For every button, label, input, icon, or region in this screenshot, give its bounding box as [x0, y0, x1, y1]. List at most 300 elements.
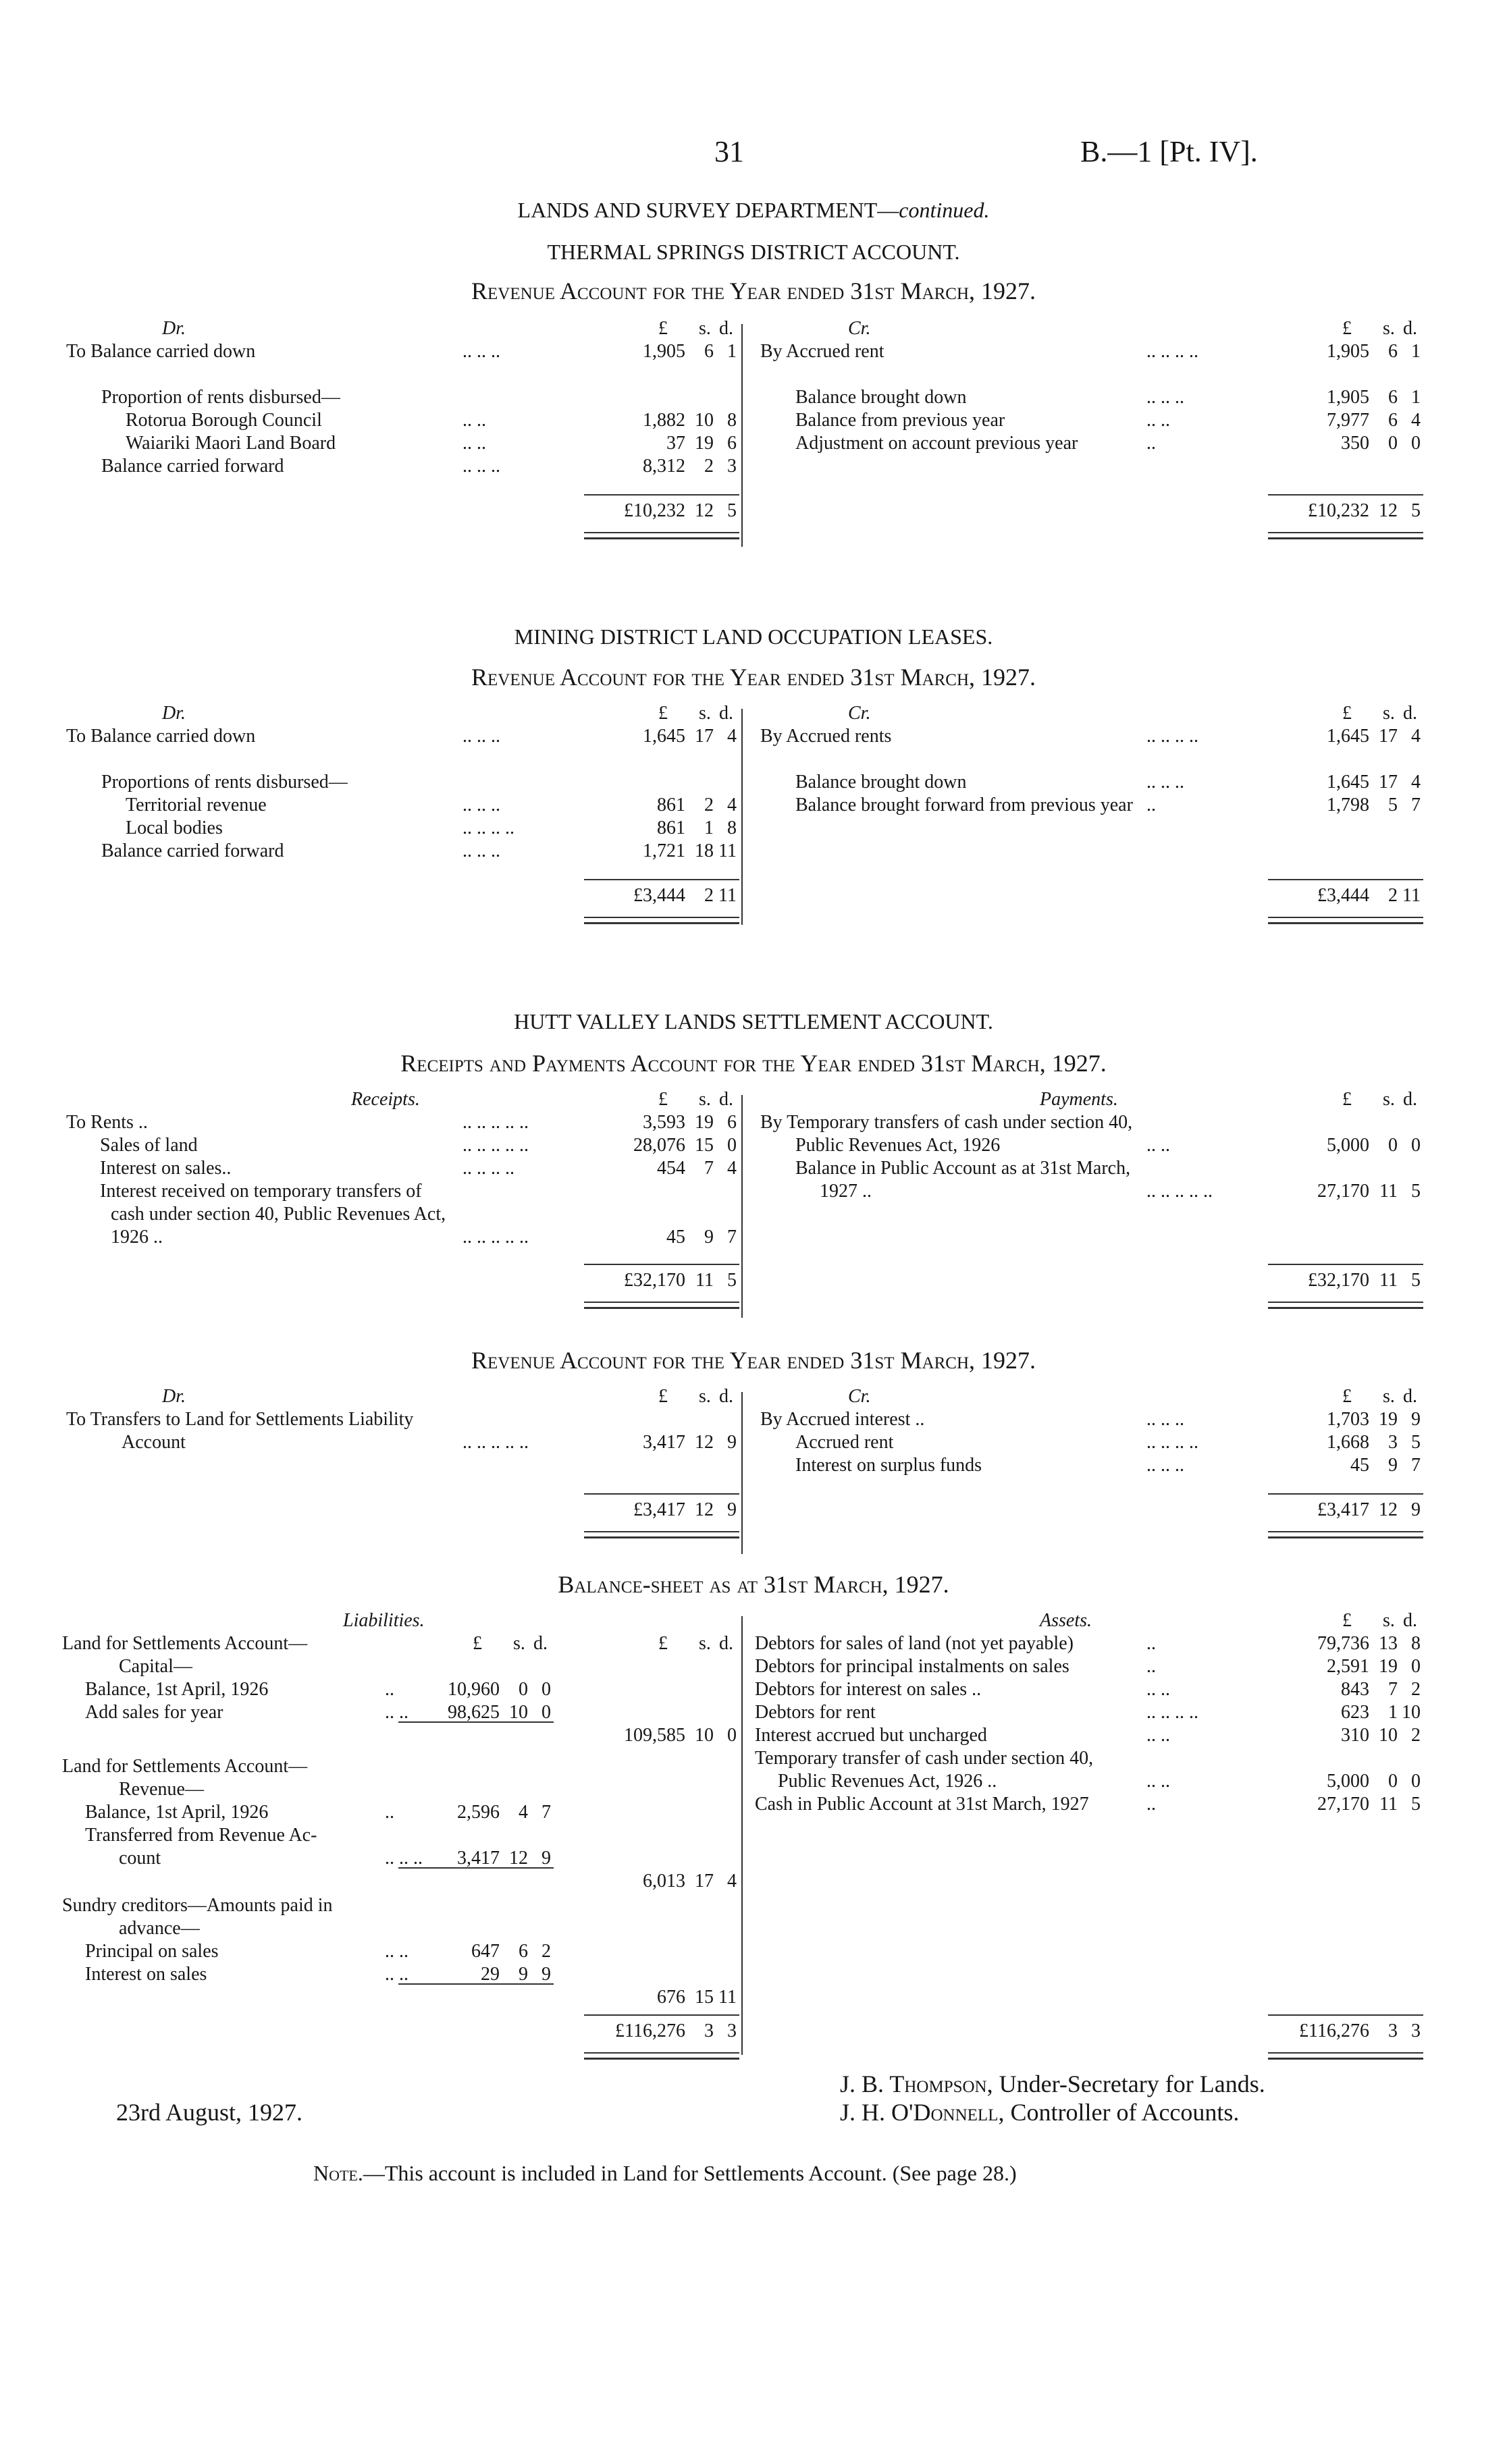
pence: 6 [727, 1112, 737, 1133]
shillings: 19 [1379, 1656, 1398, 1677]
ledger-row [760, 340, 1435, 363]
ledger-row [66, 817, 741, 840]
pence-header: d. [719, 318, 733, 339]
row-leader: .. .. .. .. [462, 1158, 514, 1179]
pounds-header: £ [1342, 1610, 1352, 1631]
row-leader: .. .. .. .. .. [1146, 1181, 1213, 1202]
row-leader: .. .. .. .. [462, 818, 514, 838]
department-continued: continued. [899, 198, 990, 222]
left-total-rule [584, 2014, 739, 2016]
shillings-header: s. [1383, 318, 1395, 339]
pounds-header: £ [658, 318, 668, 339]
pence: 1 [1411, 341, 1421, 362]
row-label: Public Revenues Act, 1926 [795, 1135, 1001, 1156]
pence-header: d. [1403, 1386, 1417, 1407]
subtotal-rule [398, 1983, 554, 1985]
ledger-row [577, 500, 1252, 523]
ledger-row [760, 432, 1435, 455]
ledger-row [577, 1269, 1252, 1292]
hutt-title: HUTT VALLEY LANDS SETTLEMENT ACCOUNT. [514, 1009, 993, 1034]
shillings-header: s. [699, 1386, 711, 1407]
row-label: By Accrued rents [760, 726, 892, 747]
row-leader: .. .. .. [462, 726, 500, 747]
pounds: 1,882 [643, 410, 685, 431]
ledger-row [66, 1111, 741, 1134]
shillings: 9 [1388, 1455, 1398, 1476]
pence: 2 [1411, 1725, 1421, 1746]
ledger-row [66, 840, 741, 863]
shillings-header: s. [699, 318, 711, 339]
right-total-double-rule [1268, 2052, 1423, 2060]
row-label: To Balance carried down [66, 341, 256, 362]
row-leader: .. .. [385, 1941, 408, 1962]
outer-shillings: 10 [695, 1725, 714, 1746]
inner-pence: 9 [541, 1964, 551, 1985]
ledger-row [66, 386, 741, 409]
pounds: 5,000 [1327, 1135, 1369, 1156]
row-label: Accrued rent [795, 1432, 894, 1453]
pounds-header: £ [1342, 1386, 1352, 1407]
row-leader: .. .. [1146, 1679, 1170, 1700]
subtotal-rule [398, 1721, 554, 1723]
left-column-heading: Dr. [162, 1386, 186, 1407]
pence: 2 [1411, 1679, 1421, 1700]
liability-row [62, 1940, 737, 1963]
ledger-row [760, 1134, 1435, 1157]
row-label: Public Revenues Act, 1926 .. [778, 1771, 997, 1792]
row-label: Territorial revenue [126, 795, 267, 815]
shillings: 10 [1379, 1725, 1398, 1746]
ledger-row [1261, 500, 1507, 523]
pounds-header: £ [1342, 1089, 1352, 1110]
pounds: 3,417 [643, 1432, 685, 1453]
column-divider [741, 1616, 743, 2055]
inner-pence: 9 [541, 1848, 551, 1869]
inner-shillings: 12 [509, 1848, 528, 1869]
row-leader: .. [1146, 433, 1156, 454]
pounds: 1,905 [1327, 341, 1369, 362]
inner-pounds: 98,625 [448, 1702, 500, 1723]
shillings: 7 [1388, 1679, 1398, 1700]
inner-shillings: 6 [519, 1941, 528, 1962]
liability-row [62, 1963, 737, 1986]
pounds: 7,977 [1327, 410, 1369, 431]
row-label: Balance, 1st April, 1926 [85, 1802, 269, 1823]
shillings: 0 [1388, 433, 1398, 454]
row-label: Balance from previous year [795, 410, 1005, 431]
outer-pence: 0 [727, 1725, 737, 1746]
right-total-double-rule [1268, 1531, 1423, 1538]
pence: 11 [1402, 885, 1421, 906]
pounds: 3,593 [643, 1112, 685, 1133]
inner-pence: 0 [541, 1702, 551, 1723]
row-label: Proportions of rents disbursed— [101, 772, 348, 793]
pence: 9 [1411, 1409, 1421, 1430]
shillings: 6 [1388, 410, 1398, 431]
department-heading [0, 197, 1507, 223]
liability-row [62, 1755, 737, 1778]
pence: 3 [727, 456, 737, 477]
pence: 8 [1411, 1633, 1421, 1654]
left-column-heading: Receipts. [351, 1089, 420, 1110]
pounds-header: £ [1342, 703, 1352, 724]
signatory-name: J. H. O'Donnell, [840, 2099, 1005, 2126]
row-label: Interest accrued but uncharged [755, 1725, 987, 1746]
pounds: £10,232 [1308, 500, 1369, 521]
ledger-row [66, 1203, 741, 1226]
pence: 1 [1411, 387, 1421, 408]
pence: 1 [727, 341, 737, 362]
inner-shillings: 10 [509, 1702, 528, 1723]
right-total-rule [1268, 2014, 1423, 2016]
row-label: Interest on sales.. [100, 1158, 232, 1179]
row-leader: .. .. [462, 410, 486, 431]
left-total-rule [584, 879, 739, 880]
pence-header: d. [719, 1089, 733, 1110]
shillings: 19 [1379, 1409, 1398, 1430]
ledger-row [66, 432, 741, 455]
balance-subtitle: Balance-sheet as at 31st March, 1927. [558, 1571, 949, 1598]
signatory-title: Under-Secretary for Lands. [993, 2070, 1265, 2097]
shillings-header: s. [513, 1633, 525, 1654]
pounds: 861 [657, 795, 685, 815]
pounds: 1,645 [1327, 772, 1369, 793]
ledger-row [66, 1157, 741, 1180]
row-leader: .. .. .. .. [1146, 1702, 1198, 1723]
pence: 7 [1411, 795, 1421, 815]
left-total-rule [584, 1264, 739, 1265]
row-label: Rotorua Borough Council [126, 410, 322, 431]
ledger-row [760, 1408, 1435, 1431]
ledger-row [755, 1701, 1430, 1724]
pence: 9 [1411, 1499, 1421, 1520]
shillings: 0 [1388, 1771, 1398, 1792]
pence: 5 [727, 500, 737, 521]
right-column-heading: Cr. [848, 1386, 871, 1407]
row-label: Principal on sales [85, 1941, 219, 1962]
pounds: £32,170 [624, 1270, 685, 1291]
row-label: Revenue— [119, 1779, 204, 1800]
row-label: Sales of land [100, 1135, 198, 1156]
ledger-row [66, 409, 741, 432]
row-leader: .. .. .. .. .. [462, 1112, 529, 1133]
pence: 5 [1411, 1794, 1421, 1815]
row-leader: .. .. .. .. [1146, 726, 1198, 747]
row-leader: .. [1146, 795, 1156, 815]
department-name: LANDS AND SURVEY DEPARTMENT— [517, 198, 899, 222]
shillings-header: s. [1383, 1386, 1395, 1407]
hutt-revenue-subtitle: Revenue Account for the Year ended 31st March, 1927. [471, 1347, 1036, 1374]
ledger-row [760, 386, 1435, 409]
thermal-title: THERMAL SPRINGS DISTRICT ACCOUNT. [547, 240, 960, 264]
ledger-row [760, 794, 1435, 817]
pence: 11 [718, 840, 737, 861]
shillings: 3 [1388, 1432, 1398, 1453]
shillings: 2 [704, 456, 714, 477]
pounds: 28,076 [633, 1135, 685, 1156]
ledger-row [1261, 884, 1507, 907]
liability-row [62, 1894, 737, 1917]
inner-pounds: 647 [471, 1941, 500, 1962]
shillings: 12 [695, 500, 714, 521]
note-label: Note. [313, 2161, 363, 2185]
pence: 5 [727, 1270, 737, 1291]
ledger-row [755, 1747, 1430, 1770]
ledger-row [755, 1724, 1430, 1747]
row-label: Balance brought forward from previous year [795, 795, 1133, 815]
shillings: 19 [695, 433, 714, 454]
pence-header: d. [533, 1633, 548, 1654]
row-leader: .. .. [1146, 410, 1170, 431]
pounds: 1,645 [643, 726, 685, 747]
outer-pounds: 109,585 [624, 1725, 685, 1746]
row-label: 1927 .. [820, 1181, 872, 1202]
pence: 4 [727, 726, 737, 747]
pounds: 454 [657, 1158, 685, 1179]
shillings-header: s. [1383, 1610, 1395, 1631]
pounds: £3,417 [633, 1499, 685, 1520]
row-leader: .. .. [385, 1964, 408, 1985]
left-total-double-rule [584, 917, 739, 924]
liability-row [62, 1632, 737, 1655]
row-label: Waiariki Maori Land Board [126, 433, 336, 454]
shillings: 11 [1379, 1181, 1398, 1202]
page-number: 31 [714, 135, 744, 168]
pounds: 27,170 [1317, 1794, 1369, 1815]
pounds: 8,312 [643, 456, 685, 477]
row-leader: .. .. .. [1146, 1455, 1184, 1476]
shillings: 12 [1379, 1499, 1398, 1520]
row-leader: .. .. .. [462, 840, 500, 861]
row-label: To Balance carried down [66, 726, 256, 747]
row-label: Proportion of rents disbursed— [101, 387, 340, 408]
pence-header: d. [719, 703, 733, 724]
inner-pence: 0 [541, 1679, 551, 1700]
ledger-row [760, 1157, 1435, 1180]
shillings: 2 [1388, 885, 1398, 906]
ledger-row [755, 1793, 1430, 1816]
hutt-subtitle: Receipts and Payments Account for the Year ended 31st March, 1927. [400, 1050, 1107, 1077]
pounds-header: £ [658, 703, 668, 724]
liability-row [62, 1917, 737, 1940]
shillings: 3 [1388, 2020, 1398, 2041]
row-label: By Accrued rent [760, 341, 884, 362]
row-leader: .. .. .. .. [1146, 1432, 1198, 1453]
pence: 5 [1411, 1270, 1421, 1291]
pence-header: d. [1403, 1089, 1417, 1110]
shillings: 2 [704, 885, 714, 906]
outer-shillings: 15 [695, 1987, 714, 2008]
row-label: cash under section 40, Public Revenues Act, [111, 1204, 446, 1225]
footnote [313, 2160, 1017, 2186]
pounds: 310 [1341, 1725, 1369, 1746]
pence: 4 [727, 795, 737, 815]
inner-pounds: 3,417 [457, 1848, 500, 1869]
ledger-row [66, 455, 741, 478]
shillings: 13 [1379, 1633, 1398, 1654]
inner-pounds: 10,960 [448, 1679, 500, 1700]
pounds: £10,232 [624, 500, 685, 521]
pence: 0 [727, 1135, 737, 1156]
row-leader: .. [385, 1679, 394, 1700]
row-label: Debtors for sales of land (not yet payable) [755, 1633, 1074, 1654]
ledger-row [66, 1431, 741, 1454]
pence: 0 [1411, 1656, 1421, 1677]
shillings: 5 [1388, 795, 1398, 815]
row-leader: .. .. .. [462, 795, 500, 815]
outer-shillings: 17 [695, 1871, 714, 1892]
pounds: 27,170 [1317, 1181, 1369, 1202]
pounds-header: £ [658, 1089, 668, 1110]
row-leader: .. .. [462, 433, 486, 454]
row-leader: .. .. .. .. .. [462, 1227, 529, 1248]
shillings: 9 [704, 1227, 714, 1248]
liability-row [62, 1778, 737, 1801]
left-total-rule [584, 494, 739, 496]
row-label: Adjustment on account previous year [795, 433, 1078, 454]
row-label: Balance, 1st April, 1926 [85, 1679, 269, 1700]
row-leader: .. [1146, 1633, 1156, 1654]
ledger-row [760, 1431, 1435, 1454]
right-column-heading: Cr. [848, 703, 871, 724]
shillings: 3 [704, 2020, 714, 2041]
row-label: Add sales for year [85, 1702, 223, 1723]
row-label: By Accrued interest .. [760, 1409, 925, 1430]
pounds: 45 [666, 1227, 685, 1248]
shillings: 12 [695, 1432, 714, 1453]
left-column-heading: Dr. [162, 318, 186, 339]
row-label: Land for Settlements Account— [62, 1756, 308, 1777]
shillings: 10 [695, 410, 714, 431]
pence: 5 [1411, 1432, 1421, 1453]
shillings: 12 [695, 1499, 714, 1520]
ledger-row [1261, 1269, 1507, 1292]
pounds: 350 [1341, 433, 1369, 454]
row-leader: .. .. .. [462, 456, 500, 477]
pounds: 79,736 [1317, 1633, 1369, 1654]
right-column-heading: Payments. [1040, 1089, 1118, 1110]
ledger-row [760, 1454, 1435, 1477]
note-text: —This account is included in Land for Settlements Account. (See page 28.) [363, 2161, 1017, 2185]
subtotal-rule [398, 1867, 554, 1869]
shillings-header: s. [1383, 1089, 1395, 1110]
row-label: Interest received on temporary transfers of [100, 1181, 422, 1202]
left-total-rule [584, 1493, 739, 1495]
shillings: 1 [1388, 1702, 1398, 1723]
ledger-row [577, 2020, 1252, 2043]
shillings: 0 [1388, 1135, 1398, 1156]
pounds-header: £ [473, 1633, 482, 1654]
pounds: £3,417 [1317, 1499, 1369, 1520]
ledger-row [755, 1655, 1430, 1678]
pence: 7 [727, 1227, 737, 1248]
ledger-row [577, 1499, 1252, 1522]
pounds: 45 [1350, 1455, 1369, 1476]
ledger-row [760, 725, 1435, 748]
shillings: 6 [1388, 387, 1398, 408]
pence-header: d. [1403, 703, 1417, 724]
ledger-row [1261, 2020, 1507, 2043]
liability-row [62, 1824, 737, 1847]
left-total-double-rule [584, 1302, 739, 1309]
pence-header: d. [719, 1386, 733, 1407]
inner-shillings: 4 [519, 1802, 528, 1823]
signatory-title: Controller of Accounts. [1004, 2099, 1240, 2126]
ledger-row [755, 1770, 1430, 1793]
liability-row [62, 1724, 737, 1747]
row-label: 1926 .. [111, 1227, 163, 1248]
row-leader: .. .. .. .. [1146, 341, 1198, 362]
outer-pounds: 6,013 [643, 1871, 685, 1892]
row-leader: .. .. .. .. .. [462, 1432, 529, 1453]
pounds: 37 [666, 433, 685, 454]
row-label: Temporary transfer of cash under section 40, [755, 1748, 1094, 1769]
pence: 9 [727, 1432, 737, 1453]
shillings: 15 [695, 1135, 714, 1156]
pence: 0 [1411, 433, 1421, 454]
ledger-row [755, 1678, 1430, 1701]
signatory-name: J. B. Thompson, [840, 2070, 993, 2097]
left-total-double-rule [584, 532, 739, 539]
row-label: Balance in Public Account as at 31st March, [795, 1158, 1131, 1179]
thermal-subtitle: Revenue Account for the Year ended 31st March, 1927. [471, 277, 1036, 304]
liability-row [62, 1870, 737, 1893]
row-label: Balance carried forward [101, 840, 284, 861]
shillings: 12 [1379, 500, 1398, 521]
liability-row [62, 1986, 737, 2009]
pence: 5 [1411, 1181, 1421, 1202]
row-leader: .. .. [385, 1702, 408, 1723]
row-leader: .. .. .. [1146, 1409, 1184, 1430]
document-code: B.—1 [Pt. IV]. [1080, 135, 1258, 168]
pence: 6 [727, 433, 737, 454]
outer-pence: 4 [727, 1871, 737, 1892]
shillings: 1 [704, 818, 714, 838]
shillings: 11 [695, 1270, 714, 1291]
pence: 8 [727, 818, 737, 838]
ledger-row [66, 1180, 741, 1203]
row-label: Sundry creditors—Amounts paid in [62, 1895, 333, 1916]
row-label: advance— [119, 1918, 200, 1939]
pounds: 1,703 [1327, 1409, 1369, 1430]
ledger-row [760, 1111, 1435, 1134]
ledger-row [66, 340, 741, 363]
row-leader: .. .. .. .. .. [462, 1135, 529, 1156]
row-label: Balance brought down [795, 387, 967, 408]
row-label: Transferred from Revenue Ac- [85, 1825, 317, 1846]
mining-subtitle: Revenue Account for the Year ended 31st March, 1927. [471, 664, 1036, 691]
row-label: Balance carried forward [101, 456, 284, 477]
pounds: 1,668 [1327, 1432, 1369, 1453]
ledger-row [66, 794, 741, 817]
row-label: Local bodies [126, 818, 223, 838]
inner-pence: 2 [541, 1941, 551, 1962]
row-leader: .. .. .. [462, 341, 500, 362]
ledger-row [66, 771, 741, 794]
left-total-double-rule [584, 2052, 739, 2060]
pounds: 1,798 [1327, 795, 1369, 815]
pounds: 1,905 [643, 341, 685, 362]
pounds: 861 [657, 818, 685, 838]
pence: 9 [727, 1499, 737, 1520]
right-total-rule [1268, 1493, 1423, 1495]
pence: 11 [718, 885, 737, 906]
row-label: Land for Settlements Account— [62, 1633, 308, 1654]
row-leader: .. .. .. [385, 1848, 423, 1869]
row-leader: .. [1146, 1656, 1156, 1677]
liability-row [62, 1701, 737, 1724]
pounds: 2,591 [1327, 1656, 1369, 1677]
